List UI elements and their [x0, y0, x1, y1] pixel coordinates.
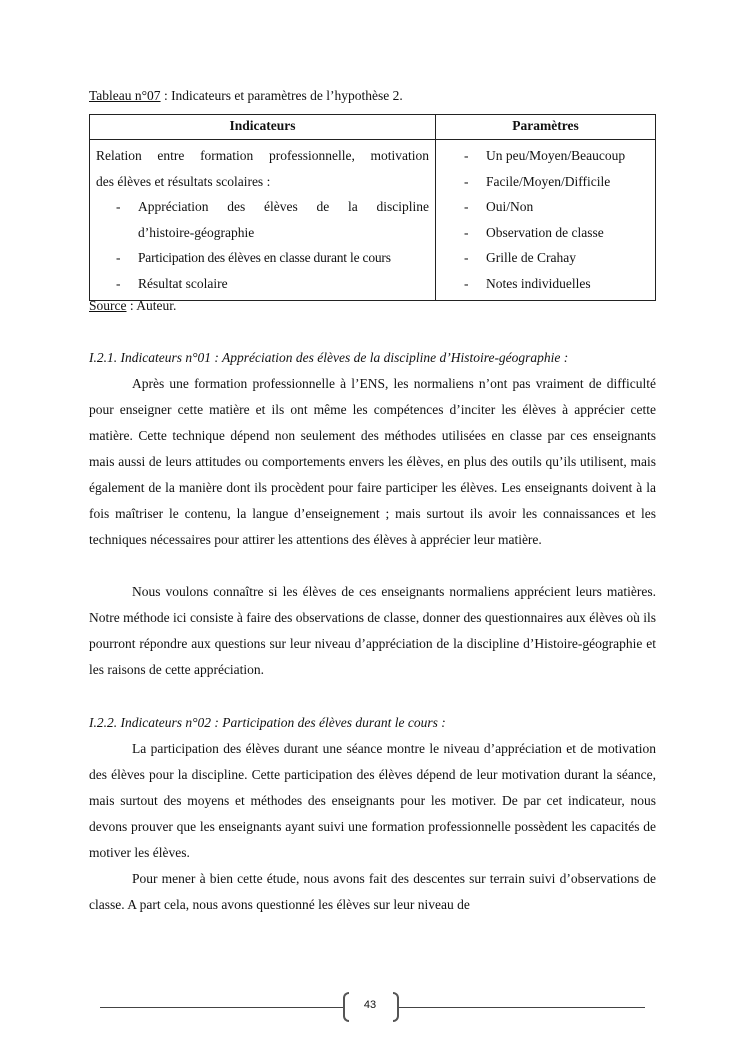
section1-paragraph-2: Nous voulons connaître si les élèves de ces enseignants normaliens apprécient leurs matières. Notre méthode ici consiste à faire des observations de classe, donner des questionnaires aux élèves où ils pourront répondre aux questions sur leur niveau d’appréciation de la discipline d’Histoire-géographie et les raisons de cette appréciation.: [89, 584, 656, 677]
table-source: [89, 298, 176, 314]
list-item: [96, 245, 429, 271]
list-item: [442, 194, 649, 220]
indicators-intro-line2: des élèves et résultats scolaires :: [96, 173, 271, 189]
list-item: [442, 143, 649, 169]
source-text: : Auteur.: [126, 298, 177, 313]
table-caption-label: Tableau n°07: [89, 88, 161, 103]
parameter-text: Oui/Non: [486, 199, 534, 214]
list-bullet: -: [116, 250, 121, 265]
list-item: [96, 194, 429, 245]
section-heading-1: I.2.1. Indicateurs n°01 : Appréciation des élèves de la discipline d’Histoire-géographie :: [89, 350, 569, 365]
list-bullet: -: [464, 199, 469, 214]
list-item: [96, 271, 429, 297]
header-parametres: Paramètres: [436, 115, 656, 140]
parameter-text: Observation de classe: [486, 224, 604, 240]
table-header-row: [90, 115, 656, 140]
list-bullet: -: [116, 199, 121, 214]
indicators-intro-line1: Relation entre formation professionnelle, motivation: [96, 148, 429, 163]
indicators-table: [89, 114, 656, 301]
list-item-text: Résultat scolaire: [138, 275, 228, 291]
footer-rule-left: [100, 1007, 343, 1008]
header-indicateurs: Indicateurs: [90, 115, 436, 140]
parameter-text: Facile/Moyen/Difficile: [486, 173, 611, 189]
list-item-line: Appréciation des élèves de la discipline: [138, 199, 429, 214]
parameter-text: Un peu/Moyen/Beaucoup: [486, 148, 626, 163]
list-item-line: d’histoire-géographie: [138, 224, 255, 240]
section2-paragraph-2: Pour mener à bien cette étude, nous avons fait des descentes sur terrain suivi d’observations de classe. A part cela, nous avons questionné les élèves sur leur niveau de: [89, 871, 656, 912]
section-heading-2: I.2.2. Indicateurs n°02 : Participation des élèves durant le cours :: [89, 715, 446, 730]
list-item-text: [138, 194, 429, 245]
list-bullet: -: [116, 275, 121, 291]
table-caption: [89, 88, 403, 104]
source-label: Source: [89, 298, 127, 313]
list-bullet: -: [464, 224, 469, 240]
page-number: 43: [363, 999, 377, 1011]
list-item: [442, 220, 649, 246]
table-caption-text: : Indicateurs et paramètres de l’hypothèse 2.: [160, 88, 403, 103]
section2-paragraph-1: La participation des élèves durant une séance montre le niveau d’appréciation et de motivation des élèves pour la discipline. Cette participation des élèves dépend de leur motivation durant la séance, mais surtout des moyens et méthodes des enseignants pour les motiver. De par cet indicateur, nous devons prouver que les enseignants ayant suivi une formation professionnelle possèdent les capacités de motiver les élèves.: [89, 741, 656, 860]
list-item: [442, 169, 649, 195]
footer-rule-right: [399, 1007, 645, 1008]
parameters-cell: [436, 140, 656, 301]
parameter-text: Grille de Crahay: [486, 250, 576, 265]
list-item: [442, 245, 649, 271]
indicators-cell: [90, 140, 436, 301]
table-row: [90, 140, 656, 301]
section1-paragraph-1: Après une formation professionnelle à l’ENS, les normaliens n’ont pas vraiment de difficulté pour enseigner cette matière et ils ont même les compétences d’inciter les élèves à apprécier cette matière. Cette technique dépend non seulement des méthodes utilisées en classe par ces enseignants mais aussi de leurs attitudes ou comportements envers les élèves, en plus des outils qu’ils utilisent, mais également de la manière dont ils procèdent pour faire participer les élèves. Les enseignants doivent à la fois maîtriser le contenu, la langue d’enseignement ; mais surtout ils avoir les connaissances et les techniques nécessaires pour attirer les attentions des élèves à apprécier leur matière.: [89, 376, 656, 547]
list-item-text: Participation des élèves en classe durant le cours: [138, 250, 391, 265]
parameter-text: Notes individuelles: [486, 275, 591, 291]
list-bullet: -: [464, 173, 469, 189]
list-bullet: -: [464, 250, 469, 265]
list-bullet: -: [464, 275, 469, 291]
list-item: [442, 271, 649, 297]
page-footer: [100, 992, 645, 1024]
list-bullet: -: [464, 148, 469, 163]
